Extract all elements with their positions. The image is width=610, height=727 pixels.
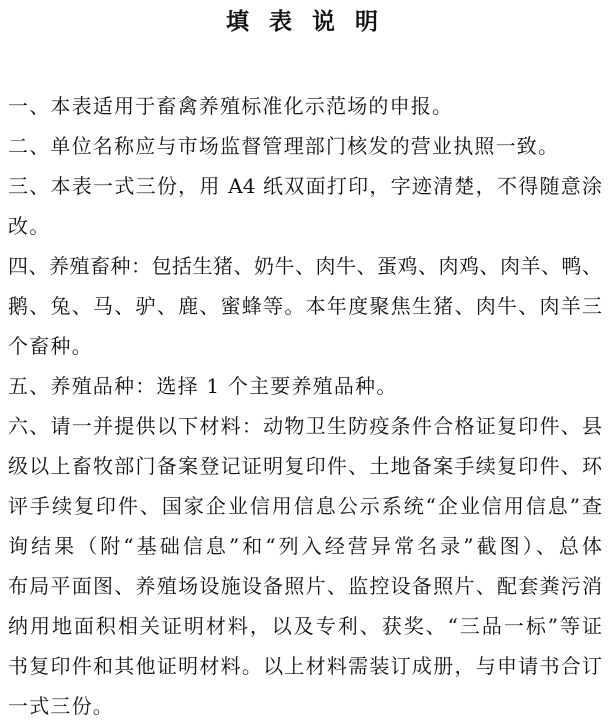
page-title: 填 表 说 明 <box>225 8 385 35</box>
instruction-item-6-line-6: 纳用地面积相关证明材料，以及专利、获奖、“三品一标”等证 <box>8 614 602 638</box>
instruction-item-4 <box>8 246 602 366</box>
instruction-item-6-line-8: 一式三份。 <box>8 694 114 718</box>
instruction-item-6-line-2: 级以上畜牧部门备案登记证明复印件、土地备案手续复印件、环 <box>8 454 602 478</box>
instruction-item-3-line-1: 三、本表一式三份，用 A4 纸双面打印，字迹清楚，不得随意涂 <box>8 174 602 198</box>
instruction-item-6-line-3: 评手续复印件、国家企业信用信息公示系统“企业信用信息”查 <box>8 494 602 518</box>
instruction-item-5 <box>8 366 602 406</box>
instruction-item-4-line-1: 四、养殖畜种：包括生猪、奶牛、肉牛、蛋鸡、肉鸡、肉羊、鸭、 <box>8 254 602 278</box>
instruction-item-5-line-1: 五、养殖品种：选择 1 个主要养殖品种。 <box>8 374 398 398</box>
instruction-item-2-line-1: 二、单位名称应与市场监督管理部门核发的营业执照一致。 <box>8 134 560 158</box>
instruction-item-6-line-7: 书复印件和其他证明材料。以上材料需装订成册，与申请书合订 <box>8 654 602 678</box>
instruction-item-3 <box>8 166 602 246</box>
instruction-item-6-line-1: 六、请一并提供以下材料：动物卫生防疫条件合格证复印件、县 <box>8 414 602 438</box>
instructions-body <box>8 86 602 726</box>
instruction-item-1 <box>8 86 602 126</box>
instruction-item-2 <box>8 126 602 166</box>
instruction-item-6 <box>8 406 602 726</box>
instruction-item-6-line-5: 布局平面图、养殖场设施设备照片、监控设备照片、配套粪污消 <box>8 574 602 598</box>
instruction-item-4-line-3: 个畜种。 <box>8 334 93 358</box>
instruction-item-3-line-2: 改。 <box>8 214 51 238</box>
instruction-item-6-line-4: 询结果（附“基础信息”和“列入经营异常名录”截图）、总体 <box>8 534 602 558</box>
instruction-item-4-line-2: 鹅、兔、马、驴、鹿、蜜蜂等。本年度聚焦生猪、肉牛、肉羊三 <box>8 294 602 318</box>
instruction-item-1-line-1: 一、本表适用于畜禽养殖标准化示范场的申报。 <box>8 94 454 118</box>
